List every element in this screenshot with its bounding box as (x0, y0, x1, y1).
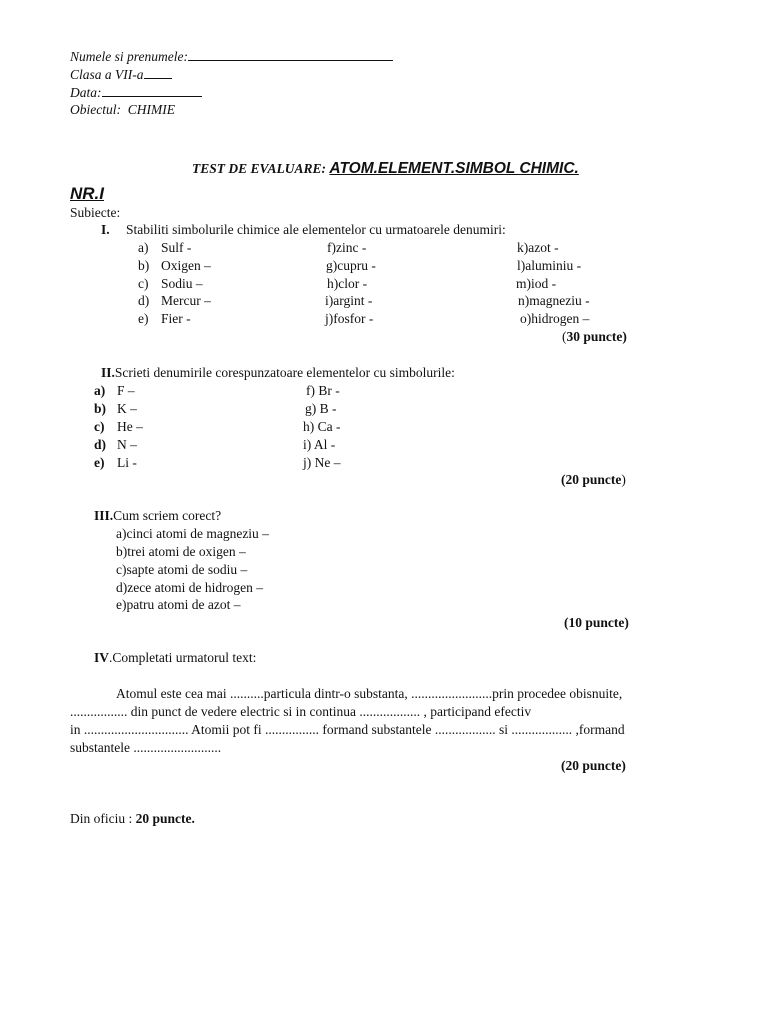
section2-col1-letter: c) (94, 419, 105, 434)
section1-col1-item: Sodiu – (161, 276, 203, 291)
section3-prompt: Cum scriem corect? (113, 508, 222, 523)
section1-col3-item: k)azot - (517, 240, 559, 255)
section4-text-line: in ............................... Atomii pot fi ................ formand substantele .................. si .................. ,formand (70, 722, 625, 737)
section3-item: d)zece atomi de hidrogen – (116, 580, 263, 595)
section1-col1-letter: c) (138, 276, 149, 291)
section1-col1-letter: d) (138, 293, 150, 308)
section1-col1-item: Sulf - (161, 240, 192, 255)
section2-col1-item: He – (117, 419, 143, 434)
subject-field (70, 102, 175, 118)
section3-item: c)sapte atomi de sodiu – (116, 562, 248, 577)
name-label: Numele si prenumele: (70, 49, 188, 64)
office-points (70, 811, 195, 827)
subject-label: Obiectul: (70, 102, 121, 117)
section1-col1-item: Mercur – (161, 293, 211, 308)
section4-prompt: .Completati urmatorul text: (109, 650, 257, 665)
section2-heading (101, 365, 455, 381)
section1-points-value: 30 puncte) (566, 329, 627, 344)
section1-points (562, 329, 627, 345)
section2-col1-item: N – (117, 437, 137, 452)
section1-col1-item: Oxigen – (161, 258, 211, 273)
section2-col2-item: j) Ne – (303, 455, 341, 470)
section1-prompt: Stabiliti simbolurile chimice ale elementelor cu urmatoarele denumiri: (126, 222, 506, 237)
section1-col2-item: i)argint - (325, 293, 373, 308)
section2-col2-item: h) Ca - (303, 419, 341, 434)
section4-heading (94, 650, 256, 666)
section1-col3-item: l)aluminiu - (517, 258, 582, 273)
section1-col2-item: j)fosfor - (325, 311, 374, 326)
variant-label: NR.I (70, 184, 104, 203)
section2-col1-letter: e) (94, 455, 105, 470)
office-points-label: Din oficiu : (70, 811, 133, 826)
section3-item: e)patru atomi de azot – (116, 597, 241, 612)
section1-col3-item: m)iod - (516, 276, 557, 291)
section3-numeral: III. (94, 508, 114, 523)
test-title-prefix: TEST DE EVALUARE: (192, 161, 327, 176)
section2-points-value: (20 puncte (561, 472, 622, 487)
section3-item: b)trei atomi de oxigen – (116, 544, 246, 559)
class-blank-line (144, 66, 172, 79)
section2-col1-letter: d) (94, 437, 107, 452)
test-title (192, 161, 579, 177)
subject-value: CHIMIE (127, 102, 175, 117)
section2-col2-item: g) B - (305, 401, 337, 416)
section3-heading (94, 508, 221, 524)
date-blank-line (102, 84, 202, 97)
office-points-value: 20 puncte. (135, 811, 195, 826)
section2-prompt: Scrieti denumirile corespunzatoare elementelor cu simbolurile: (114, 365, 455, 380)
section2-numeral: II. (101, 365, 115, 380)
section1-col1-item: Fier - (161, 311, 191, 326)
section2-col2-item: i) Al - (303, 437, 336, 452)
section1-numeral: I. (101, 222, 110, 237)
section2-points (561, 472, 626, 488)
section1-col1-letter: a) (138, 240, 149, 255)
class-field (70, 66, 172, 83)
date-field (70, 84, 202, 101)
class-label: Clasa a VII-a (70, 67, 144, 82)
section2-col1-item: K – (117, 401, 137, 416)
section2-col1-letter: a) (94, 383, 106, 398)
section4-numeral: IV (94, 650, 110, 665)
section2-col1-letter: b) (94, 401, 107, 416)
section4-text-line: ................. din punct de vedere electric si in continua .................. , participand efectiv (70, 704, 532, 719)
section1-col1-letter: b) (138, 258, 150, 273)
date-label: Data: (70, 85, 102, 100)
section2-col2-item: f) Br - (306, 383, 340, 398)
section1-col2-item: g)cupru - (326, 258, 376, 273)
section2-points-close: ) (621, 472, 626, 487)
section2-col1-item: F – (117, 383, 135, 398)
section4-text-line: substantele .......................... (70, 740, 222, 755)
section4-text-line: Atomul este cea mai ..........particula dintr-o substanta, ........................prin procedee obisnuite, (116, 686, 623, 701)
name-field (70, 48, 393, 65)
section4-points: (20 puncte) (561, 758, 626, 773)
section2-col1-item: Li - (117, 455, 137, 470)
section1-col2-item: h)clor - (327, 276, 368, 291)
section1-col3-item: n)magneziu - (518, 293, 590, 308)
section1-col1-letter: e) (138, 311, 149, 326)
subjects-label: Subiecte: (70, 205, 121, 220)
test-title-topic: ATOM.ELEMENT.SIMBOL CHIMIC. (329, 160, 579, 177)
section1-points-open: ( (562, 329, 567, 344)
name-blank-line (188, 48, 393, 61)
section3-item: a)cinci atomi de magneziu – (116, 526, 269, 541)
section1-col3-item: o)hidrogen – (520, 311, 590, 326)
section3-points: (10 puncte) (564, 615, 629, 630)
section1-col2-item: f)zinc - (327, 240, 367, 255)
